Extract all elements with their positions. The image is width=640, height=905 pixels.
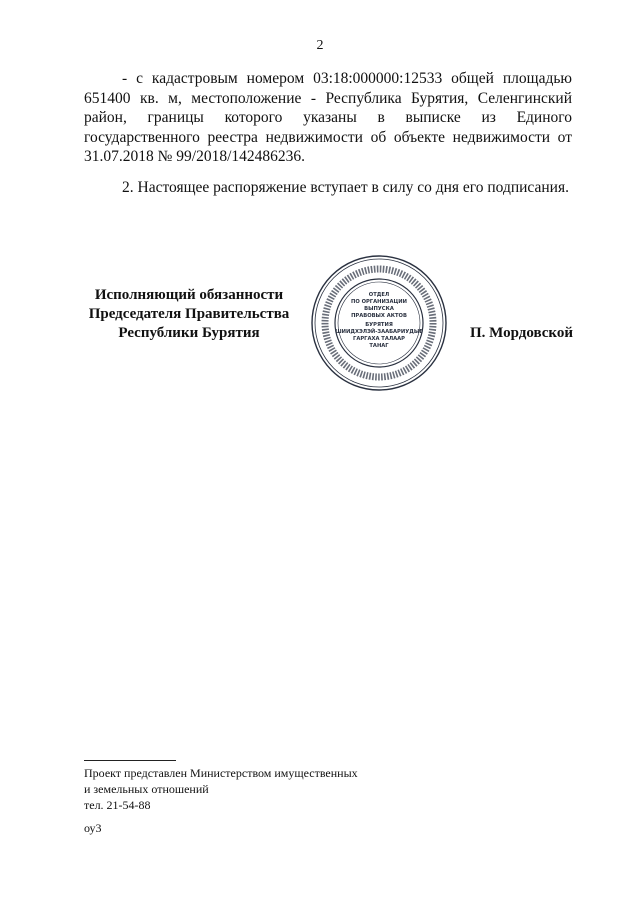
paragraph-cadastral: - с кадастровым номером 03:18:000000:12533 общей площадью 651400 кв. м, местоположение - Республика Бурятия, Селенгинский район, границы которого указаны в выписке из Единого государственного реестра недвижимости об объекте недвижимости от 31.07.2018 № 99/2018/142486236. <box>84 70 572 165</box>
signer-position <box>80 286 298 343</box>
seal-text-line: ГАРГАХА ТАЛААР <box>353 336 405 342</box>
footnote-line: и земельных отношений <box>84 782 209 796</box>
seal-text-line: ПРАВОВЫХ АКТОВ <box>351 313 407 319</box>
paragraph-effective-date: 2. Настоящее распоряжение вступает в силу со дня его подписания. <box>122 179 569 196</box>
seal-text-line: ШИИДХЭЛЭЙ-ЗААБАРИУДЫЕ <box>335 329 423 335</box>
page-number: 2 <box>316 38 324 53</box>
footnote <box>84 765 358 813</box>
seal-text-line: ПО ОРГАНИЗАЦИИ <box>351 299 407 305</box>
signer-line: Председателя Правительства <box>88 306 290 322</box>
seal-text-line: ТАНАГ <box>369 343 389 349</box>
signer-line: Исполняющий обязанности <box>94 287 284 303</box>
seal-text-line: БУРЯТИЯ <box>365 322 393 328</box>
official-seal <box>310 254 448 392</box>
footnote-divider <box>84 760 176 761</box>
footnote-line: Проект представлен Министерством имущественных <box>84 766 358 780</box>
document-code: оу3 <box>84 821 102 835</box>
seal-text-line: ВЫПУСКА <box>364 306 394 312</box>
signer-line: Республики Бурятия <box>118 325 260 341</box>
footnote-line: тел. 21-54-88 <box>84 798 151 812</box>
signer-name: П. Мордовской <box>470 325 574 341</box>
seal-text-line: ОТДЕЛ <box>368 292 390 298</box>
